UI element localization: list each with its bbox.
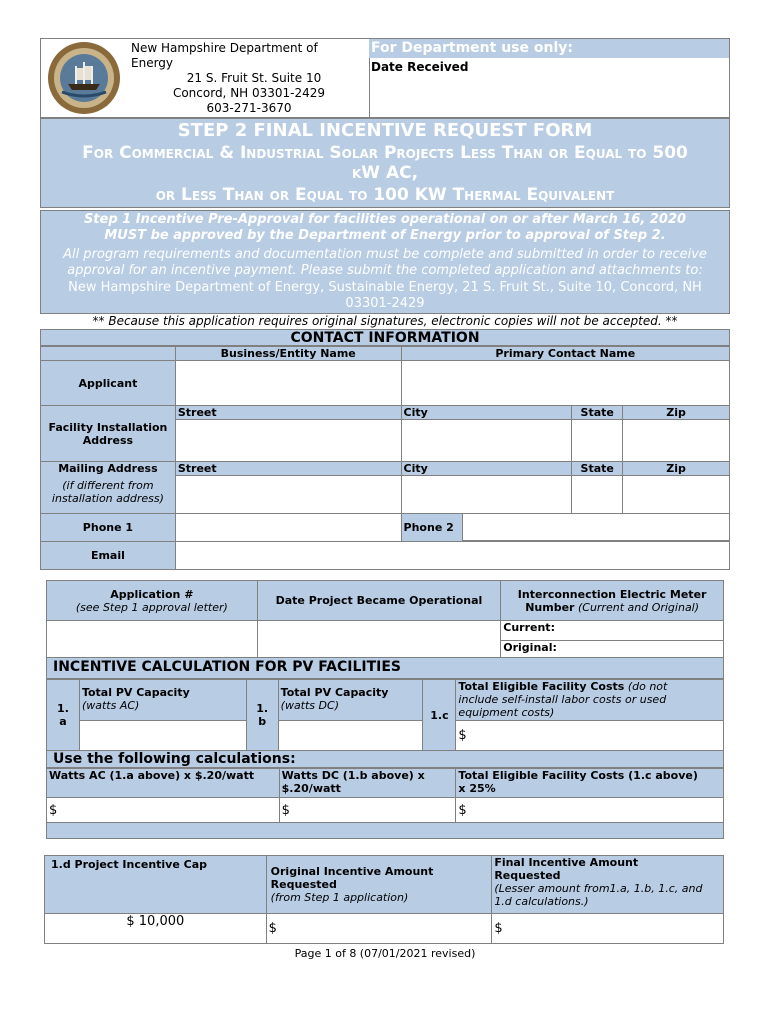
total-dc-header: Total PV Capacity (watts DC) [278,680,423,721]
mailing-notice-1: New Hampshire Department of Energy, Sustainable Energy, 21 S. Fruit St., Suite 10, Concord, NH [68,280,702,295]
step1-notice-1: Step 1 Incentive Pre-Approval for facilities operational on or after March 16, 2020 [83,212,687,227]
mailing-street-header: Street [175,462,401,476]
email-label: Email [41,542,176,570]
facility-city-field[interactable] [401,420,572,462]
phone1-field[interactable] [175,514,401,542]
item-1a-number: 1. a [47,680,80,751]
mailing-state-field[interactable] [572,476,623,514]
mailing-zip-field[interactable] [623,476,730,514]
total-ac-header: Total PV Capacity (watts AC) [79,680,246,721]
facility-state-header: State [572,406,623,420]
facility-zip-field[interactable] [623,420,730,462]
facility-state-field[interactable] [572,420,623,462]
form-subtitle-3: or Less Than or Equal to 100 KW Thermal Equivalent [155,185,615,205]
phone2-field-overlay[interactable] [462,513,730,541]
state-seal [46,40,122,116]
calc-ac-header: Watts AC (1.a above) x $.20/watt [47,769,280,798]
contact-heading: CONTACT INFORMATION [40,329,730,346]
facility-street-header: Street [175,406,401,420]
mailing-street-field[interactable] [175,476,401,514]
dept-name: New Hampshire Department of Energy 21 S. Fruit St. Suite 10 Concord, NH 03301-2429 603-271-3670 [131,41,326,115]
mailing-city-header: City [401,462,572,476]
incentive-table [46,679,724,751]
req-notice-2: approval for an incentive payment. Please submit the completed application and attachments to: [67,263,703,278]
mailing-city-field[interactable] [401,476,572,514]
mailing-state-header: State [572,462,623,476]
form-title: STEP 2 FINAL INCENTIVE REQUEST FORM [177,120,593,141]
state-seal-icon [46,40,122,116]
form-subtitle-2: kW AC, [351,163,419,183]
calc-dc-header: Watts DC (1.b above) x $.20/watt [279,769,456,798]
primary-contact-field[interactable] [401,361,729,406]
application-table [46,580,724,659]
eligible-costs-header: Total Eligible Facility Costs (do not include self-install labor costs or used equipment costs) [456,680,724,721]
mailing-notice-2: 03301-2429 [345,296,425,311]
phone1-label: Phone 1 [41,514,176,542]
calculation-table [46,768,724,839]
calc-cost-field[interactable]: $ [456,798,724,823]
date-operational-field[interactable] [257,621,501,659]
facility-street-field[interactable] [175,420,401,462]
total-ac-field[interactable] [79,721,246,751]
calc-cost-header: Total Eligible Facility Costs (1.c above) x 25% [456,769,724,798]
use-calculations-heading: Use the following calculations: [46,750,724,768]
final-amount-header: Final Incentive Amount Requested (Lesser amount from1.a, 1.b, 1.c, and 1.d calculations.) [492,856,724,914]
primary-contact-header: Primary Contact Name [401,347,729,361]
final-table [44,855,724,944]
mailing-address-label: Mailing Address (if different from installation address) [41,462,176,514]
app-num-header: Application # (see Step 1 approval letter) [47,581,258,621]
page-footer: Page 1 of 8 (07/01/2021 revised) [294,947,476,960]
step1-notice-2: MUST be approved by the Department of Energy prior to approval of Step 2. [104,228,666,243]
facility-city-header: City [401,406,572,420]
original-amount-field[interactable]: $ [266,914,492,944]
calc-dc-field[interactable]: $ [279,798,456,823]
business-name-header: Business/Entity Name [175,347,401,361]
facility-zip-header: Zip [623,406,730,420]
project-cap-value: $ 10,000 [45,914,267,944]
meter-header: Interconnection Electric Meter Number (Current and Original) [501,581,724,621]
form-subtitle-1: For Commercial & Industrial Solar Projects Less Than or Equal to 500 [82,143,688,163]
dept-use-label: For Department use only: [371,40,573,56]
signature-notice: ** Because this application requires original signatures, electronic copies will not be accepted. ** [92,314,678,328]
meter-current-field[interactable]: Current: [501,621,724,641]
date-operational-header: Date Project Became Operational [257,581,501,621]
meter-original-field[interactable]: Original: [501,641,724,659]
email-field[interactable] [175,542,729,570]
app-num-field[interactable] [47,621,258,659]
item-1b-number: 1. b [246,680,278,751]
final-amount-field[interactable]: $ [492,914,724,944]
incentive-heading: INCENTIVE CALCULATION FOR PV FACILITIES [46,657,724,679]
total-dc-field[interactable] [278,721,423,751]
mailing-zip-header: Zip [623,462,730,476]
facility-address-label: Facility Installation Address [41,406,176,462]
phone2-label: Phone 2 [401,514,572,542]
req-notice-1: All program requirements and documentation must be complete and submitted in order to receive [63,247,707,262]
original-amount-header: Original Incentive Amount Requested (from Step 1 application) [266,856,492,914]
eligible-costs-field[interactable]: $ [456,721,724,751]
date-received-label: Date Received [371,60,469,74]
item-1c-number: 1.c [423,680,456,751]
project-cap-header: 1.d Project Incentive Cap [45,856,267,914]
applicant-label: Applicant [41,361,176,406]
calc-spacer-row [47,823,724,839]
calc-ac-field[interactable]: $ [47,798,280,823]
business-name-field[interactable] [175,361,401,406]
